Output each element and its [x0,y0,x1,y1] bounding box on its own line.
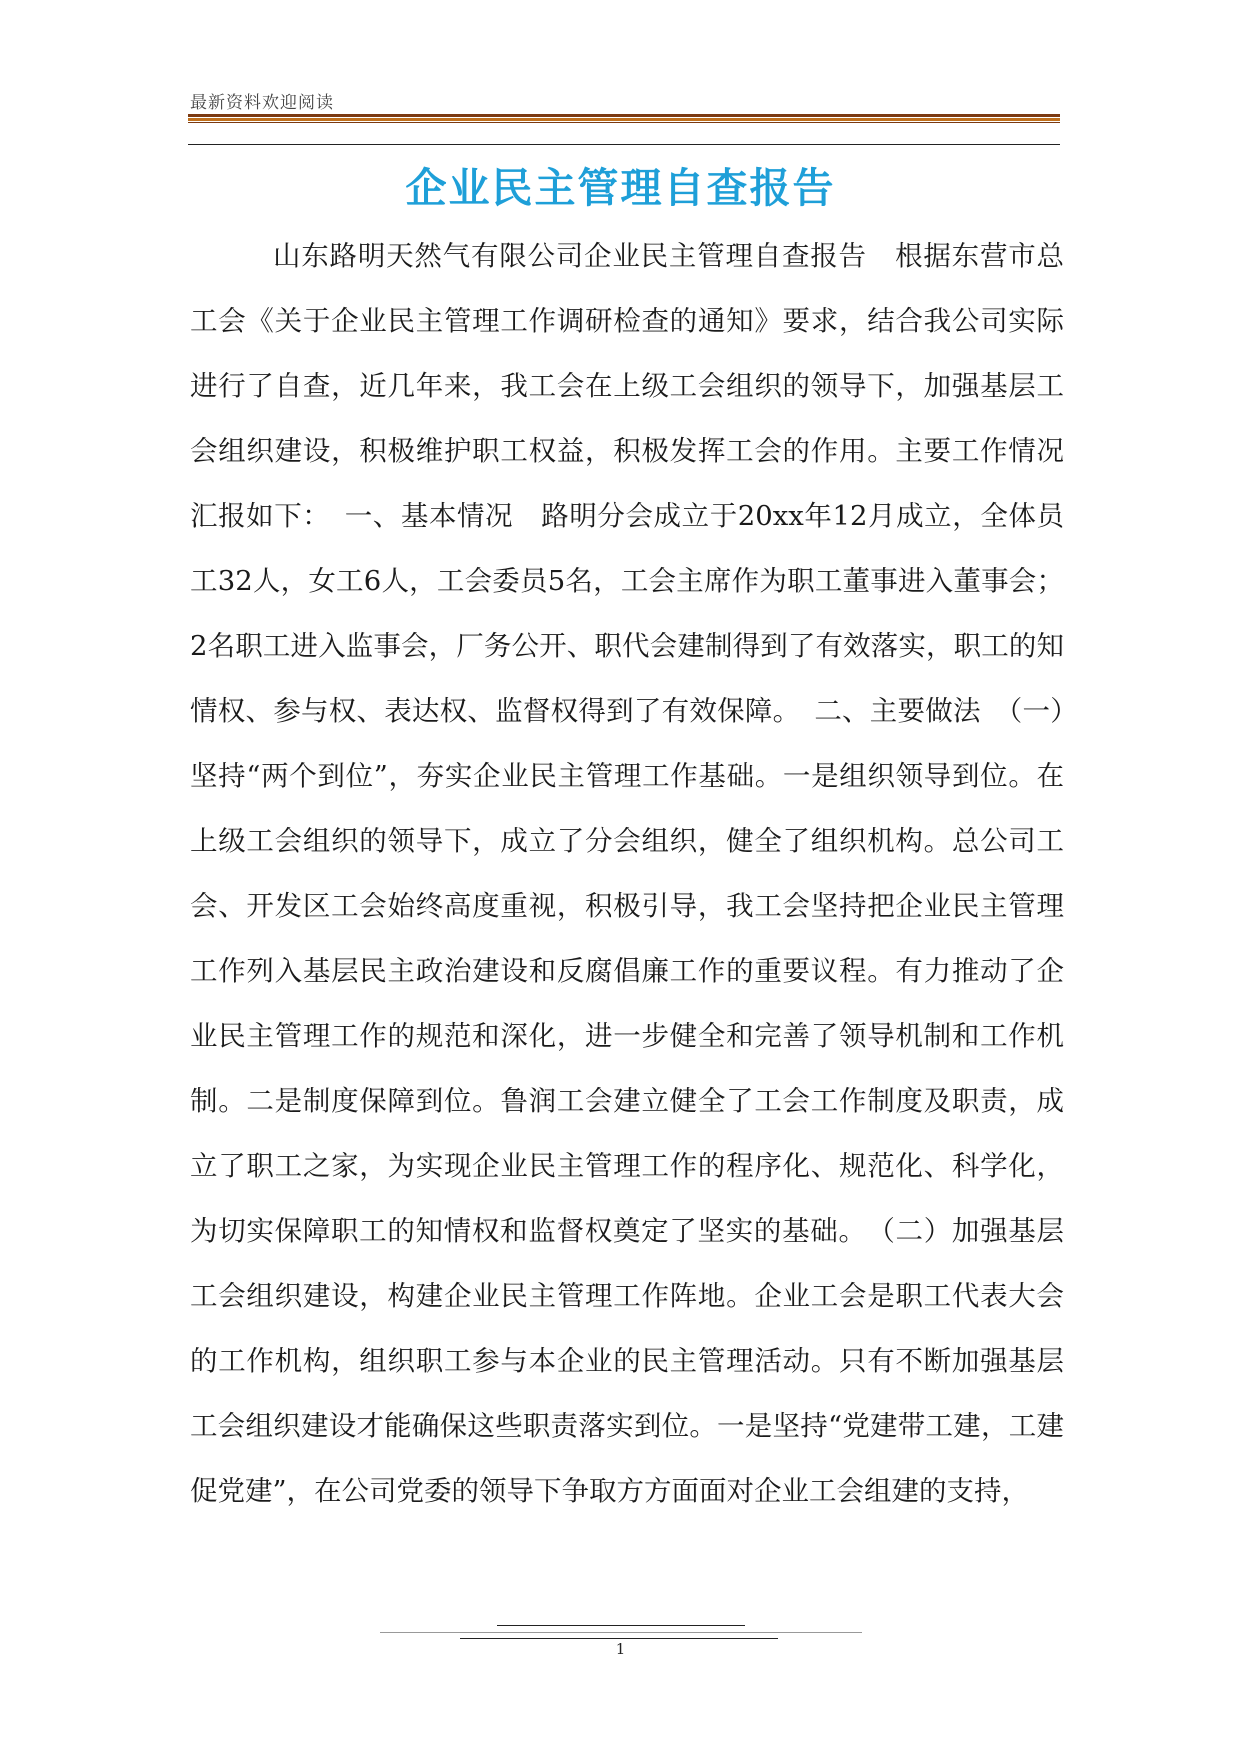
page-number: 1 [615,1640,626,1658]
document-title: 企业民主管理自查报告 [405,164,836,212]
footer-rule-middle [380,1632,862,1633]
header-rule-thin [188,122,1060,123]
footer-rule-top [497,1625,745,1626]
header-rule-bottom [188,144,1060,145]
page-header: 最新资料欢迎阅读 [190,93,334,113]
header-rule-dark [188,114,1060,117]
footer-rule-bottom [460,1638,778,1639]
document-body: 山东路明天然气有限公司企业民主管理自查报告 根据东营市总工会《关于企业民主管理工作调研检查的通知》要求，结合我公司实际进行了自查，近几年来，我工会在上级工会组织的领导下，加强基层工会组织建设，积极维护职工权益，积极发挥工会的作用。主要工作情况汇报如下： 一、基本情况 路明分会成立于20xx年12月成立，全体员工32人，女工6人，工会委员5名，工会主席作为职工董事进入董事会；2名职工进入监事会，厂务公开、职代会建制得到了有效落实，职工的知情权、参与权、表达权、监督权得到了有效保障。 二、主要做法 （一）坚持“两个到位”，夯实企业民主管理工作基础。一是组织领导到位。在上级工会组织的领导下，成立了分会组织，健全了组织机构。总公司工会、开发区工会始终高度重视，积极引导，我工会坚持把企业民主管理工作列入基层民主政治建设和反腐倡廉工作的重要议程。有力推动了企业民主管理工作的规范和深化，进一步健全和完善了领导机制和工作机制。二是制度保障到位。鲁润工会建立健全了工会工作制度及职责，成立了职工之家，为实现企业民主管理工作的程序化、规范化、科学化，为切实保障职工的知情权和监督权奠定了坚实的基础。 （二）加强基层工会组织建设，构建企业民主管理工作阵地。企业工会是职工代表大会的工作机构，组织职工参与本企业的民主管理活动。只有不断加强基层工会组织建设才能确保这些职责落实到位。一是坚持“党建带工建，工建促党建”，在公司党委的领导下争取方方面面对企业工会组建的支持， [190,240,1064,1507]
header-rule-light [188,118,1060,121]
